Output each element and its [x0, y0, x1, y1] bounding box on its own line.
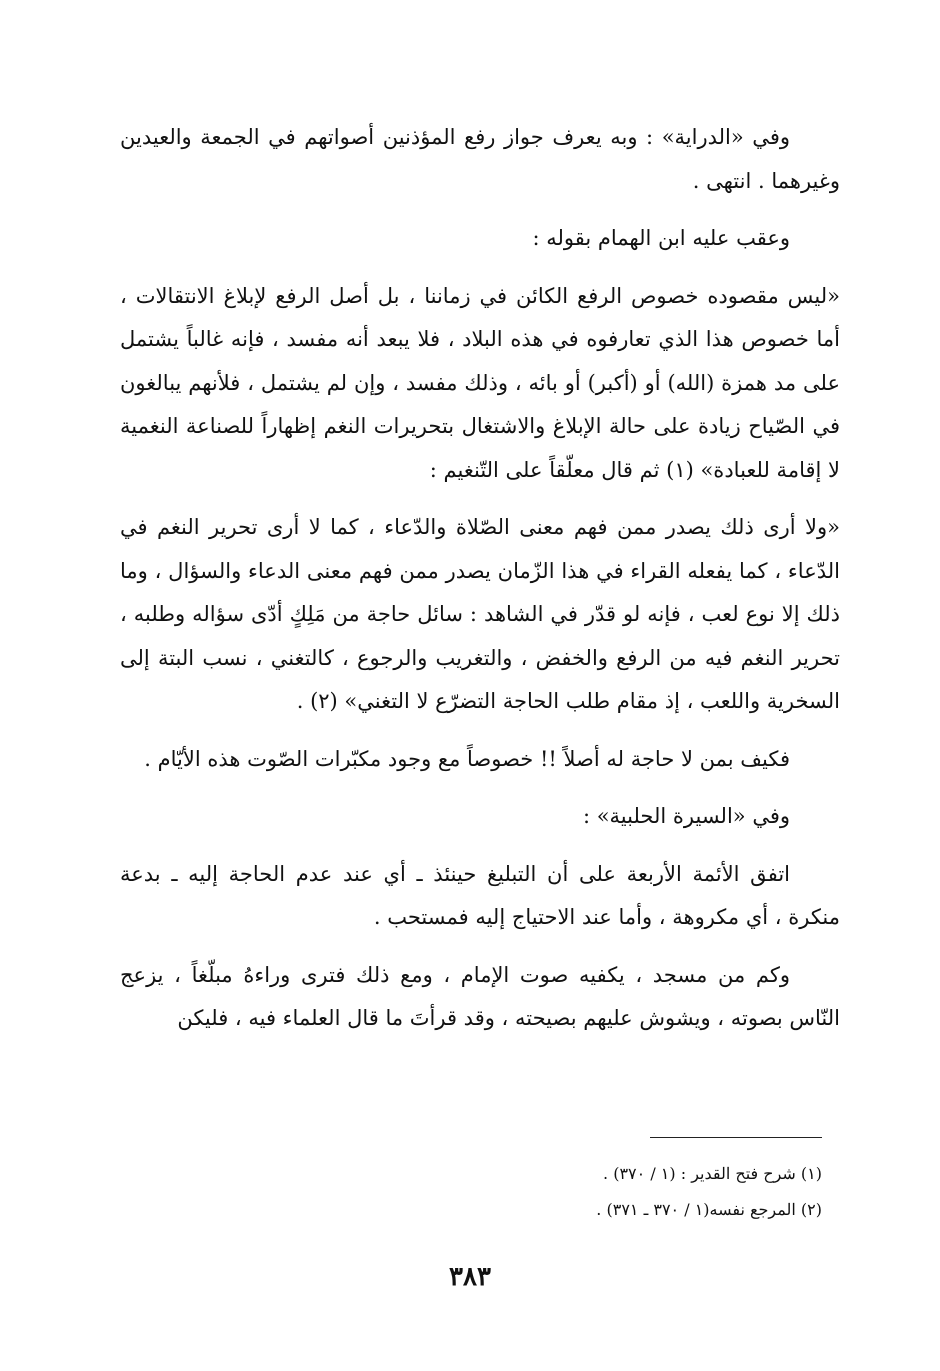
- quote-tanghim: «ولا أرى ذلك يصدر ممن فهم معنى الصّلاة والدّعاء ، كما لا أرى تحرير النغم في الدّعاء ، كما يفعله القراء في هذا الزّمان يصدر ممن فهم معنى الدعاء والسؤال ، وما ذلك إلا نوع لعب ، فإنه لو قدّر في الشاهد : سائل حاجة من مَلِكٍ أدّى سؤاله وطلبه ، تحرير النغم فيه من الرفع والخفض ، والتغريب والرجوع ، كالتغني ، نسب البتة إلى السخرية واللعب ، إذ مقام طلب الحاجة التضرّع لا التغني» (٢) .: [120, 515, 840, 713]
- footnote-1: (١) شرح فتح القدير : (١ / ٣٧٠) .: [603, 1164, 822, 1183]
- footnote-separator: [650, 1137, 822, 1138]
- paragraph-sirah-intro: وفي «السيرة الحلبية» :: [582, 804, 790, 828]
- paragraph-four-imams: اتفق الأئمة الأربعة على أن التبليغ حينئذ ـ أي عند عدم الحاجة إليه ـ بدعة منكرة ، أي مكروهة ، وأما عند الاحتياج إليه فمستحب .: [120, 861, 840, 929]
- quote-ibn-humam: «ليس مقصوده خصوص الرفع الكائن في زماننا ، بل أصل الرفع لإبلاغ الانتقالات ، أما خصوص هذا الذي تعارفوه في هذه البلاد ، فلا يبعد أنه مفسد ، فإنه غالباً يشتمل على مد همزة (الله) أو (أكبر) أو بائه ، وذلك مفسد ، وإن لم يشتمل ، فلأنهم يبالغون في الصّياح زيادة على حالة الإبلاغ والاشتغال بتحريرات النغم إظهاراً للصناعة النغمية لا إقامة للعبادة» (١) ثم قال معلّقاً على التّنغيم :: [120, 283, 840, 482]
- body-text: [120, 116, 840, 1055]
- paragraph-mosque-muballigh: وكم من مسجد ، يكفيه صوت الإمام ، ومع ذلك فترى وراءهُ مبلّغاً ، يزعج النّاس بصوته ، ويشوش عليهم بصيحته ، وقد قرأتَ ما قال العلماء فيه ، فليكن: [120, 962, 840, 1030]
- paragraph-ibn-humam-intro: وعقب عليه ابن الهمام بقوله :: [532, 226, 790, 250]
- paragraph-dirayah: وفي «الدراية» : وبه يعرف جواز رفع المؤذنين أصواتهم في الجمعة والعيدين وغيرهما . انتهى .: [120, 125, 840, 193]
- paragraph-loudspeakers: فكيف بمن لا حاجة له أصلاً !! خصوصاً مع وجود مكبّرات الصّوت هذه الأيّام .: [144, 746, 790, 771]
- footnote-2: (٢) المرجع نفسه(١ / ٣٧٠ ـ ٣٧١) .: [596, 1200, 822, 1219]
- footnotes: [222, 1156, 822, 1228]
- page-number: ٣٨٣: [449, 1262, 491, 1292]
